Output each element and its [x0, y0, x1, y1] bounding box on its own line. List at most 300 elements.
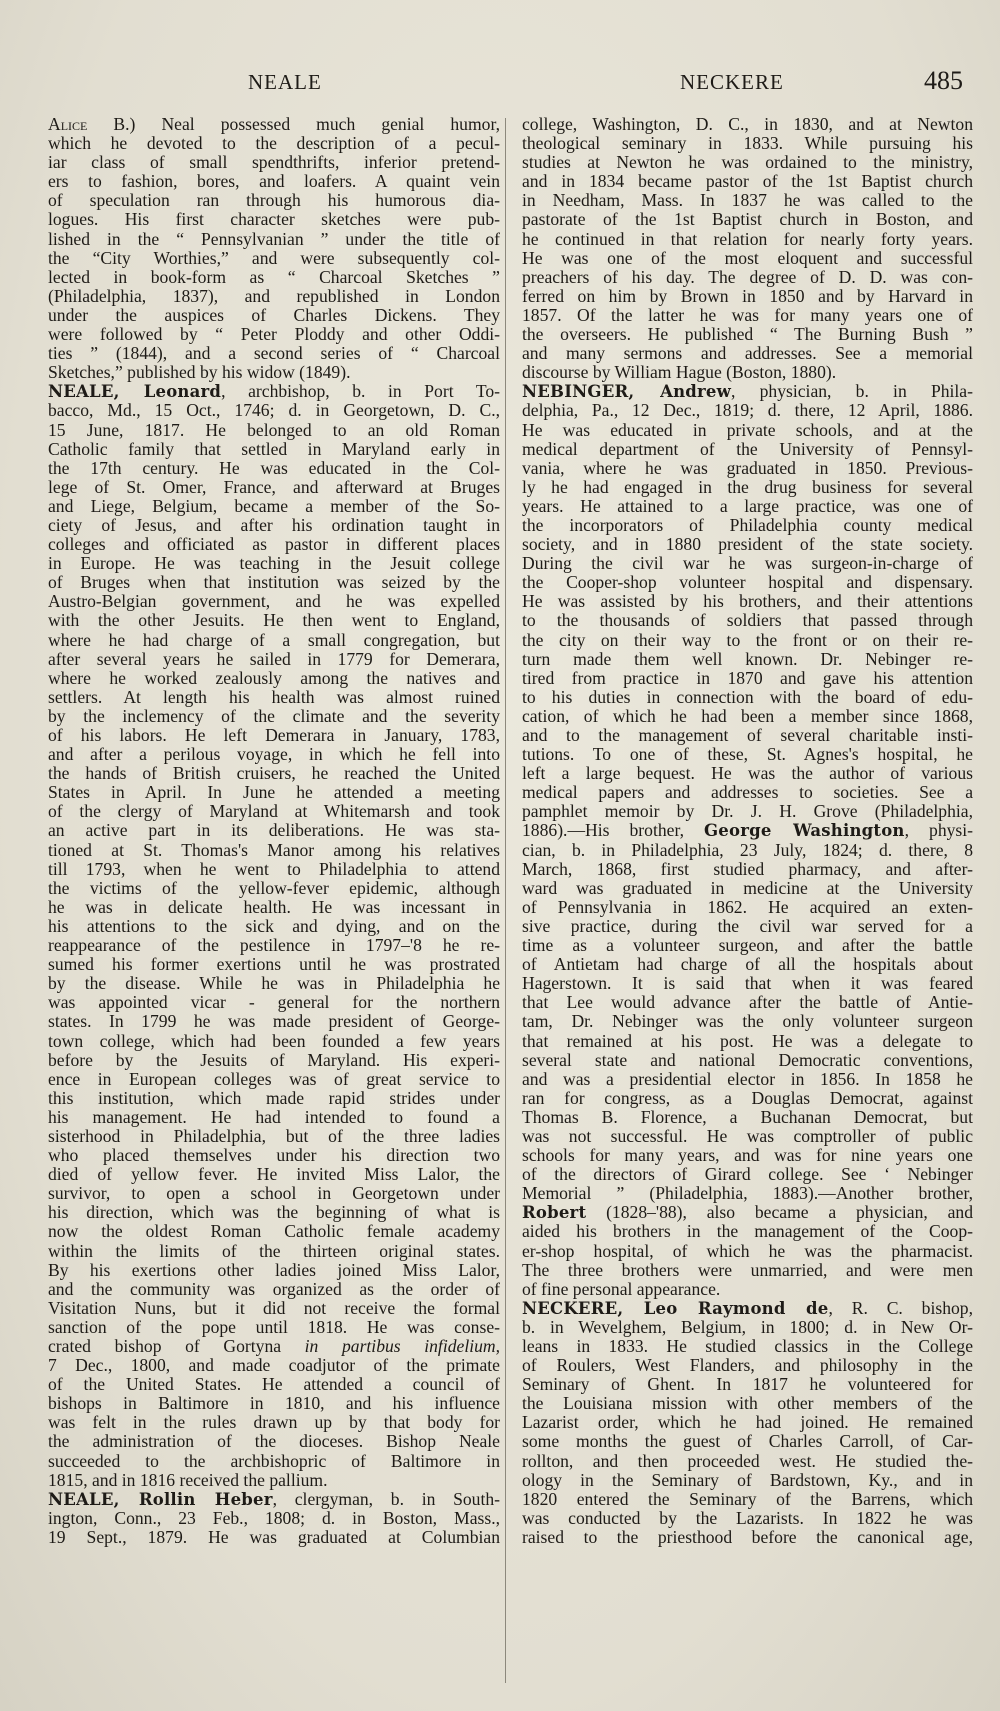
text-line	[522, 726, 973, 745]
running-head-right: NECKERE	[680, 70, 784, 94]
text-line	[522, 134, 973, 153]
text-run: tired from practice in 1870 and gave his attention	[522, 667, 973, 688]
text-run: and in 1834 became pastor of the 1st Baptist church	[522, 171, 973, 192]
text-run: , archbishop, b. in Port To-	[221, 381, 500, 402]
text-line	[48, 1509, 500, 1528]
text-line	[522, 573, 973, 592]
text-run: lege of St. Omer, France, and afterward at Bruges	[48, 476, 500, 497]
text-line	[522, 153, 973, 172]
text-line	[48, 1280, 500, 1299]
entry-headword: NEALE, Leonard	[48, 382, 222, 402]
text-run: theological seminary in 1833. While pursuing his	[522, 133, 973, 154]
text-run: ington, Conn., 23 Feb., 1808; d. in Boston, Mass.,	[48, 1507, 500, 1528]
text-line	[48, 764, 500, 783]
text-run: 1815, and in 1816 received the pallium.	[48, 1469, 328, 1490]
text-run: crated bishop of Gortyna	[48, 1336, 305, 1356]
text-run: town college, which had been founded a few years	[48, 1030, 500, 1051]
text-run: 1886).—His brother,	[522, 820, 705, 841]
text-run: of the directors of Girard college. See ‘ Nebinger	[522, 1164, 973, 1185]
text-run: He was educated in private schools, and at the	[522, 419, 973, 440]
text-run: his direction, which was the beginning of what is	[48, 1202, 500, 1223]
text-line	[522, 1490, 973, 1509]
text-line	[48, 1222, 500, 1241]
text-run: bacco, Md., 15 Oct., 1746; d. in Georgetown, D. C.,	[48, 400, 500, 421]
text-line	[48, 230, 500, 249]
text-line	[522, 516, 973, 535]
text-run: in Europe. He was teaching in the Jesuit college	[48, 553, 500, 574]
text-line	[522, 459, 973, 478]
text-run: States in April. In June he attended a meeting	[48, 782, 500, 803]
text-run: in Needham, Mass. In 1837 he was called to the	[522, 190, 973, 211]
text-run: Austro-Belgian government, and he was expelled	[48, 591, 500, 612]
text-line	[522, 917, 973, 936]
text-run: Hagerstown. It is said that when it was feared	[522, 973, 973, 994]
text-run: by the disease. While he was in Philadelphia he	[48, 973, 500, 994]
text-line	[48, 287, 500, 306]
text-run: colleges and officiated as pastor in different places	[48, 534, 500, 555]
text-line	[48, 955, 500, 974]
text-run: Memorial ” (Philadelphia, 1883).—Another brother,	[522, 1183, 973, 1204]
text-run: he was in delicate health. He was incessant in	[48, 896, 500, 917]
text-run: preachers of his day. The degree of D. D. was con-	[522, 266, 973, 287]
text-run: , clergyman, b. in South-	[272, 1488, 501, 1509]
text-run: rollton, and then proceeded west. He studied the-	[522, 1450, 973, 1471]
text-run: survivor, to open a school in Georgetown under	[48, 1183, 500, 1204]
text-run: sive practice, during the civil war served for a	[522, 915, 973, 936]
text-run: During the civil war he was surgeon-in-charge of	[522, 553, 973, 574]
text-line	[522, 592, 973, 611]
text-line	[48, 325, 500, 344]
text-line	[48, 1165, 500, 1184]
text-run: March, 1868, first studied pharmacy, and after-	[522, 858, 973, 879]
text-line	[48, 1356, 500, 1375]
text-line	[48, 1452, 500, 1471]
text-run: of Bruges when that institution was seized by the	[48, 572, 500, 593]
text-line	[48, 669, 500, 688]
text-line	[522, 344, 973, 363]
text-run: and the community was organized as the order of	[48, 1278, 500, 1299]
text-line	[48, 363, 500, 382]
text-line	[48, 115, 500, 134]
text-run: time as a volunteer surgeon, and after the battle	[522, 935, 973, 956]
text-run: ly he had engaged in the drug business for several	[522, 476, 973, 497]
text-run: delphia, Pa., 12 Dec., 1819; d. there, 12 April, 1886.	[522, 400, 973, 421]
text-line	[48, 516, 500, 535]
text-line	[48, 1051, 500, 1070]
text-line	[522, 421, 973, 440]
text-line	[48, 1070, 500, 1089]
text-run: , physician, b. in Phila-	[731, 381, 973, 402]
text-run: By his exertions other ladies joined Miss Lalor,	[48, 1259, 500, 1280]
text-run: under the auspices of Charles Dickens. They	[48, 304, 500, 325]
text-run: tioned at St. Thomas's Manor among his relatives	[48, 839, 500, 860]
text-run: who placed themselves under his direction two	[48, 1145, 500, 1166]
text-line	[48, 478, 500, 497]
text-line	[48, 1146, 500, 1165]
text-run: leans in 1833. He studied classics in the College	[522, 1336, 973, 1356]
text-run: college, Washington, D. C., in 1830, and at Newton	[522, 114, 973, 134]
text-run: after several years he sailed in 1779 for Demerara,	[48, 648, 500, 669]
entry-headword: NECKERE, Leo Raymond de	[522, 1298, 829, 1318]
text-run: lished in the “ Pennsylvanian ” under the title of	[48, 228, 500, 249]
text-line	[48, 421, 500, 440]
text-run: pastorate of the 1st Baptist church in Boston, and	[522, 209, 973, 230]
text-line	[48, 1108, 500, 1127]
text-line	[48, 535, 500, 554]
text-line	[522, 821, 973, 840]
text-line	[522, 287, 973, 306]
text-run: where he had charge of a small congregation, but	[48, 629, 500, 650]
text-line	[48, 382, 500, 401]
text-run: (Philadelphia, 1837), and republished in London	[48, 285, 500, 306]
text-line	[48, 134, 500, 153]
text-line	[522, 440, 973, 459]
text-run: of Roulers, West Flanders, and philosophy in the	[522, 1355, 973, 1376]
text-line	[522, 1203, 973, 1222]
text-run: tutions. To one of these, St. Agnes's hospital, he	[522, 744, 973, 765]
text-line	[48, 821, 500, 840]
text-run: The three brothers were unmarried, and were men	[522, 1259, 973, 1280]
text-run: medical department of the University of Pennsyl-	[522, 438, 973, 459]
text-line	[48, 1127, 500, 1146]
text-run: died of yellow fever. He invited Miss Lalor, the	[48, 1164, 500, 1185]
text-line	[522, 783, 973, 802]
text-run: Catholic family that settled in Maryland early in	[48, 438, 500, 459]
text-line	[522, 898, 973, 917]
text-line	[522, 401, 973, 420]
text-line	[522, 1299, 973, 1318]
text-line	[48, 344, 500, 363]
text-line	[48, 497, 500, 516]
text-run: He was one of the most eloquent and successful	[522, 247, 973, 268]
text-run: the incorporators of Philadelphia county medical	[522, 514, 973, 535]
text-run: cation, of which he had been a member since 1868,	[522, 705, 973, 726]
text-line	[522, 1528, 973, 1547]
text-run: , R. C. bishop,	[828, 1297, 973, 1318]
text-run: ties ” (1844), and a second series of “ Charcoal	[48, 343, 500, 364]
text-line	[522, 554, 973, 573]
text-line	[522, 1089, 973, 1108]
text-line	[522, 115, 973, 134]
text-line	[522, 650, 973, 669]
text-line	[522, 745, 973, 764]
text-line	[48, 1528, 500, 1547]
text-run: raised to the priesthood before the canonical age,	[522, 1526, 973, 1547]
text-line	[48, 401, 500, 420]
text-run: his management. He had intended to found a	[48, 1106, 500, 1127]
text-run: er-shop hospital, of which he was the pharmacist.	[522, 1240, 973, 1261]
text-run: discourse by William Hague (Boston, 1880).	[522, 362, 837, 383]
text-run: with the other Jesuits. He then went to England,	[48, 610, 500, 631]
text-run: the hands of British cruisers, he reached the United	[48, 763, 500, 784]
text-run: Lazarist order, which he had joined. He remained	[522, 1412, 973, 1433]
text-line	[522, 1184, 973, 1203]
text-line	[522, 1108, 973, 1127]
text-line	[48, 172, 500, 191]
text-run: that Lee would advance after the battle of Antie-	[522, 992, 973, 1013]
text-run: the city on their way to the front or on their re-	[522, 629, 973, 650]
text-line	[522, 1280, 973, 1299]
text-run: of the United States. He attended a council of	[48, 1374, 500, 1395]
text-line	[48, 1394, 500, 1413]
text-run: Thomas B. Florence, a Buchanan Democrat, but	[522, 1106, 973, 1127]
text-line	[522, 230, 973, 249]
text-line	[48, 860, 500, 879]
text-line	[522, 1261, 973, 1280]
text-line	[522, 688, 973, 707]
text-run: lected in book-form as “ Charcoal Sketches ”	[48, 266, 500, 287]
text-run: , physi-	[904, 820, 974, 841]
text-run: an active part in its deliberations. He was sta-	[48, 820, 500, 841]
text-run: succeeded to the archbishopric of Baltimore in	[48, 1450, 500, 1471]
text-line	[48, 650, 500, 669]
text-run: tam, Dr. Nebinger was the only volunteer surgeon	[522, 1011, 973, 1032]
text-line	[48, 726, 500, 745]
text-run: society, and in 1880 president of the state society.	[522, 534, 973, 555]
text-line	[48, 974, 500, 993]
text-line	[522, 1127, 973, 1146]
text-run: (1828–'88), also became a physician, and	[586, 1202, 973, 1223]
text-line	[522, 764, 973, 783]
text-run: logues. His first character sketches were pub-	[48, 209, 500, 230]
text-run: medical papers and addresses to societies. See a	[522, 782, 973, 803]
text-run: 15 June, 1817. He belonged to an old Roman	[48, 419, 500, 440]
text-run: schools for many years, and was for nine years one	[522, 1145, 973, 1166]
right-column	[522, 115, 973, 1547]
text-run: was not successful. He was comptroller of public	[522, 1125, 973, 1146]
text-run: Sketches,” published by his widow (1849).	[48, 362, 351, 383]
text-run: 19 Sept., 1879. He was graduated at Columbian	[48, 1526, 500, 1547]
text-run: Seminary of Ghent. In 1817 he volunteered for	[522, 1374, 973, 1395]
text-line	[48, 459, 500, 478]
text-line	[48, 1490, 500, 1509]
text-line	[48, 841, 500, 860]
text-run: ward was graduated in medicine at the University	[522, 877, 973, 898]
text-run: aided his brothers in the management of the Coop-	[522, 1221, 973, 1242]
text-line	[48, 1242, 500, 1261]
text-run: reappearance of the pestilence in 1797–'8 he re-	[48, 935, 500, 956]
text-run: the Cooper-shop volunteer hospital and dispensary.	[522, 572, 973, 593]
text-run: sisterhood in Philadelphia, but of the three ladies	[48, 1125, 500, 1146]
text-line	[48, 631, 500, 650]
text-run: studies at Newton he was ordained to the ministry,	[522, 152, 973, 173]
text-run: several state and national Democratic conventions,	[522, 1049, 973, 1070]
text-run: ers to fashion, bores, and loafers. A quaint vein	[48, 171, 500, 192]
text-line	[48, 1375, 500, 1394]
text-line	[48, 688, 500, 707]
text-line	[48, 1184, 500, 1203]
text-line	[48, 1471, 500, 1490]
text-line	[48, 249, 500, 268]
text-line	[522, 860, 973, 879]
text-run: the 17th century. He was educated in the Col-	[48, 457, 500, 478]
text-run: some months the guest of Charles Carroll, of Car-	[522, 1431, 973, 1452]
text-run: the victims of the yellow-fever epidemic, although	[48, 877, 500, 898]
text-run: 1857. Of the latter he was for many years one of	[522, 304, 973, 325]
text-line	[48, 1299, 500, 1318]
text-line	[522, 535, 973, 554]
text-line	[522, 841, 973, 860]
text-run: vania, where he was graduated in 1850. Previous-	[522, 457, 973, 478]
text-run: ology in the Seminary of Bardstown, Ky., and in	[522, 1469, 973, 1490]
text-line	[522, 1146, 973, 1165]
text-line	[48, 802, 500, 821]
text-line	[522, 497, 973, 516]
text-line	[48, 993, 500, 1012]
text-line	[522, 879, 973, 898]
text-run: and after a perilous voyage, in which he fell into	[48, 744, 500, 765]
text-line	[522, 955, 973, 974]
text-line	[522, 631, 973, 650]
text-run: Alice	[48, 114, 88, 134]
text-line	[522, 325, 973, 344]
text-line	[48, 1203, 500, 1222]
text-run: 1820 entered the Seminary of the Barrens, which	[522, 1488, 973, 1509]
text-run: to the thousands of soldiers that passed through	[522, 610, 973, 631]
text-line	[522, 974, 973, 993]
text-run: ran for congress, as a Douglas Democrat, against	[522, 1087, 973, 1108]
text-run: sanction of the pope until 1818. He was conse-	[48, 1316, 500, 1337]
text-line	[522, 1413, 973, 1432]
text-run: the administration of the dioceses. Bishop Neale	[48, 1431, 500, 1452]
text-line	[522, 1432, 973, 1451]
text-run: left a large bequest. He was the author of various	[522, 763, 973, 784]
text-line	[48, 210, 500, 229]
text-run: b. in Wevelghem, Belgium, in 1800; d. in New Or-	[522, 1316, 973, 1337]
text-line	[522, 478, 973, 497]
text-run: before by the Jesuits of Maryland. His experi-	[48, 1049, 500, 1070]
entry-headword: NEBINGER, Andrew	[522, 382, 732, 402]
text-line	[48, 592, 500, 611]
text-line	[48, 1318, 500, 1337]
text-line	[522, 1337, 973, 1356]
text-run: of speculation ran through his humorous dia-	[48, 190, 500, 211]
text-line	[48, 917, 500, 936]
column-divider	[505, 118, 506, 1683]
text-line	[522, 1452, 973, 1471]
entry-headword: NEALE, Rollin Heber	[48, 1489, 273, 1509]
text-line	[522, 1165, 973, 1184]
text-run: by the inclemency of the climate and the severity	[48, 705, 500, 726]
text-run: and was a presidential elector in 1856. In 1858 he	[522, 1068, 973, 1089]
text-run: this institution, which made rapid strides under	[48, 1087, 500, 1108]
text-line	[48, 440, 500, 459]
text-line	[522, 1242, 973, 1261]
text-run: of his labors. He left Demerara in January, 1783,	[48, 725, 500, 745]
text-run: of Pennsylvania in 1862. He acquired an exten-	[522, 896, 973, 917]
text-line	[522, 382, 973, 401]
text-run: where he worked zealously among the natives and	[48, 667, 500, 688]
text-line	[522, 191, 973, 210]
text-line	[48, 1089, 500, 1108]
text-run: iar class of small spendthrifts, inferior pretend-	[48, 152, 500, 173]
running-head	[0, 66, 1000, 96]
text-line	[48, 745, 500, 764]
text-line	[522, 1471, 973, 1490]
text-run: 7 Dec., 1800, and made coadjutor of the primate	[48, 1355, 500, 1376]
text-line	[522, 1051, 973, 1070]
text-line	[522, 210, 973, 229]
text-run: now the oldest Roman Catholic female academy	[48, 1221, 500, 1242]
text-line	[522, 669, 973, 688]
text-line	[48, 1413, 500, 1432]
text-run: in partibus infidelium,	[304, 1336, 500, 1356]
text-run: to his duties in connection with the board of edu-	[522, 686, 973, 707]
entry-headword: Robert	[522, 1203, 587, 1223]
text-run: the overseers. He published “ The Burning Bush ”	[522, 324, 973, 345]
text-line	[522, 1012, 973, 1031]
text-line	[48, 554, 500, 573]
text-run: and to the management of several charitable insti-	[522, 725, 973, 745]
left-column	[48, 115, 500, 1547]
text-line	[522, 306, 973, 325]
text-line	[522, 1356, 973, 1375]
text-line	[522, 707, 973, 726]
text-line	[48, 191, 500, 210]
page-number: 485	[924, 66, 963, 95]
text-run: was appointed vicar - general for the northern	[48, 992, 500, 1013]
text-line	[48, 1032, 500, 1051]
text-run: of the clergy of Maryland at Whitemarsh and took	[48, 801, 500, 822]
text-line	[522, 993, 973, 1012]
text-run: was felt in the rules drawn up by that body for	[48, 1412, 500, 1433]
text-line	[48, 1012, 500, 1031]
text-run: bishops in Baltimore in 1810, and his influence	[48, 1393, 500, 1414]
text-line	[48, 1432, 500, 1451]
text-line	[48, 879, 500, 898]
text-line	[522, 268, 973, 287]
text-line	[522, 363, 973, 382]
text-line	[522, 1375, 973, 1394]
text-run: that remained at his post. He was a delegate to	[522, 1030, 973, 1051]
text-run: cian, b. in Philadelphia, 23 July, 1824; d. there, 8	[522, 839, 973, 860]
text-line	[48, 1337, 500, 1356]
text-line	[48, 306, 500, 325]
text-run: ence in European colleges was of great service to	[48, 1068, 500, 1089]
text-run: within the limits of the thirteen original states.	[48, 1240, 500, 1261]
text-run: till 1793, when he went to Philadelphia to attend	[48, 858, 500, 879]
text-line	[522, 1070, 973, 1089]
text-run: settlers. At length his health was almost ruined	[48, 686, 500, 707]
text-line	[522, 1394, 973, 1413]
text-run: and many sermons and addresses. See a memorial	[522, 343, 973, 364]
text-line	[522, 172, 973, 191]
text-run: turn made them well known. Dr. Nebinger re-	[522, 648, 973, 669]
text-run: Visitation Nuns, but it did not receive the formal	[48, 1297, 500, 1318]
text-run: of fine personal appearance.	[522, 1278, 721, 1299]
text-line	[48, 153, 500, 172]
text-line	[48, 707, 500, 726]
text-run: his attentions to the sick and dying, and on the	[48, 915, 500, 936]
text-run: the Louisiana mission with other members of the	[522, 1393, 973, 1414]
text-line	[48, 268, 500, 287]
entry-headword: George Washington	[704, 821, 905, 841]
text-line	[48, 898, 500, 917]
text-run: which he devoted to the description of a pecul-	[48, 133, 500, 154]
text-run: years. He attained to a large practice, was one of	[522, 495, 973, 516]
text-run: was conducted by the Lazarists. In 1822 he was	[522, 1507, 973, 1528]
text-run: and Liege, Belgium, became a member of the So-	[48, 495, 500, 516]
text-line	[48, 611, 500, 630]
text-line	[522, 1032, 973, 1051]
text-line	[522, 936, 973, 955]
text-run: ferred on him by Brown in 1850 and by Harvard in	[522, 285, 973, 306]
text-run: sumed his former exertions until he was prostrated	[48, 954, 500, 975]
text-line	[48, 573, 500, 592]
text-run: B.) Neal possessed much genial humor,	[87, 114, 500, 134]
text-run: pamphlet memoir by Dr. J. H. Grove (Philadelphia,	[522, 801, 973, 822]
text-run: ciety of Jesus, and after his ordination taught in	[48, 514, 500, 535]
